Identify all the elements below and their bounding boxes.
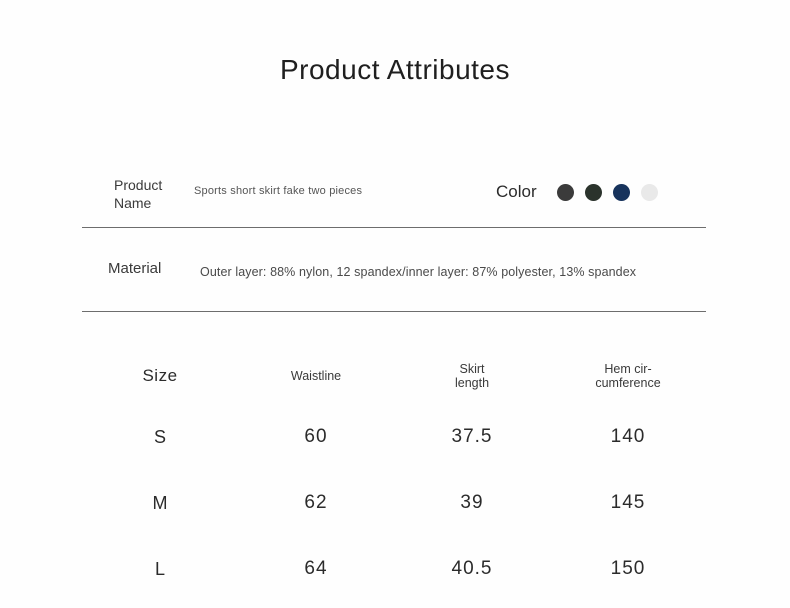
color-group bbox=[496, 182, 658, 202]
cell-waistline: 60 bbox=[304, 426, 328, 447]
cell-skirt-length: 40.5 bbox=[451, 558, 493, 579]
swatch-dark-gray[interactable] bbox=[557, 184, 574, 201]
swatch-light-gray[interactable] bbox=[641, 184, 658, 201]
cell-hem: 150 bbox=[610, 558, 646, 579]
material-label: Material bbox=[108, 260, 162, 277]
cell-size: M bbox=[152, 492, 168, 513]
header-cell-skirt-length bbox=[394, 348, 550, 404]
attribute-row-product-name bbox=[82, 162, 706, 228]
product-name-label-line2: Name bbox=[114, 195, 152, 211]
page-title: Product Attributes bbox=[279, 54, 510, 85]
cell-hem: 140 bbox=[610, 426, 646, 447]
attribute-row-material bbox=[82, 228, 706, 312]
product-name-label-line1: Product bbox=[114, 177, 163, 193]
cell-hem: 145 bbox=[610, 492, 646, 513]
size-table bbox=[82, 348, 706, 602]
header-cell-hem-circumference bbox=[550, 348, 706, 404]
cell-waistline: 62 bbox=[304, 492, 328, 513]
cell-size: L bbox=[154, 558, 165, 579]
header-hem-line2: cumference bbox=[595, 376, 661, 390]
header-cell-size: Size bbox=[142, 366, 178, 385]
header-hem-line1: Hem cir- bbox=[604, 362, 652, 376]
table-row bbox=[82, 536, 706, 602]
header-cell-waistline: Waistline bbox=[290, 369, 342, 383]
size-table-header-row bbox=[82, 348, 706, 404]
cell-skirt-length: 37.5 bbox=[451, 426, 493, 447]
product-name-value: Sports short skirt fake two pieces bbox=[194, 185, 363, 197]
cell-waistline: 64 bbox=[304, 558, 328, 579]
header-skirt-line1: Skirt bbox=[459, 362, 485, 376]
swatch-navy[interactable] bbox=[613, 184, 630, 201]
cell-size: S bbox=[153, 426, 166, 447]
table-row bbox=[82, 404, 706, 470]
header-skirt-line2: length bbox=[454, 376, 490, 390]
table-row bbox=[82, 470, 706, 536]
swatch-dark-green[interactable] bbox=[585, 184, 602, 201]
cell-skirt-length: 39 bbox=[460, 492, 484, 513]
color-label: Color bbox=[496, 182, 537, 201]
material-value: Outer layer: 88% nylon, 12 spandex/inner layer: 87% polyester, 13% spandex bbox=[200, 265, 637, 279]
